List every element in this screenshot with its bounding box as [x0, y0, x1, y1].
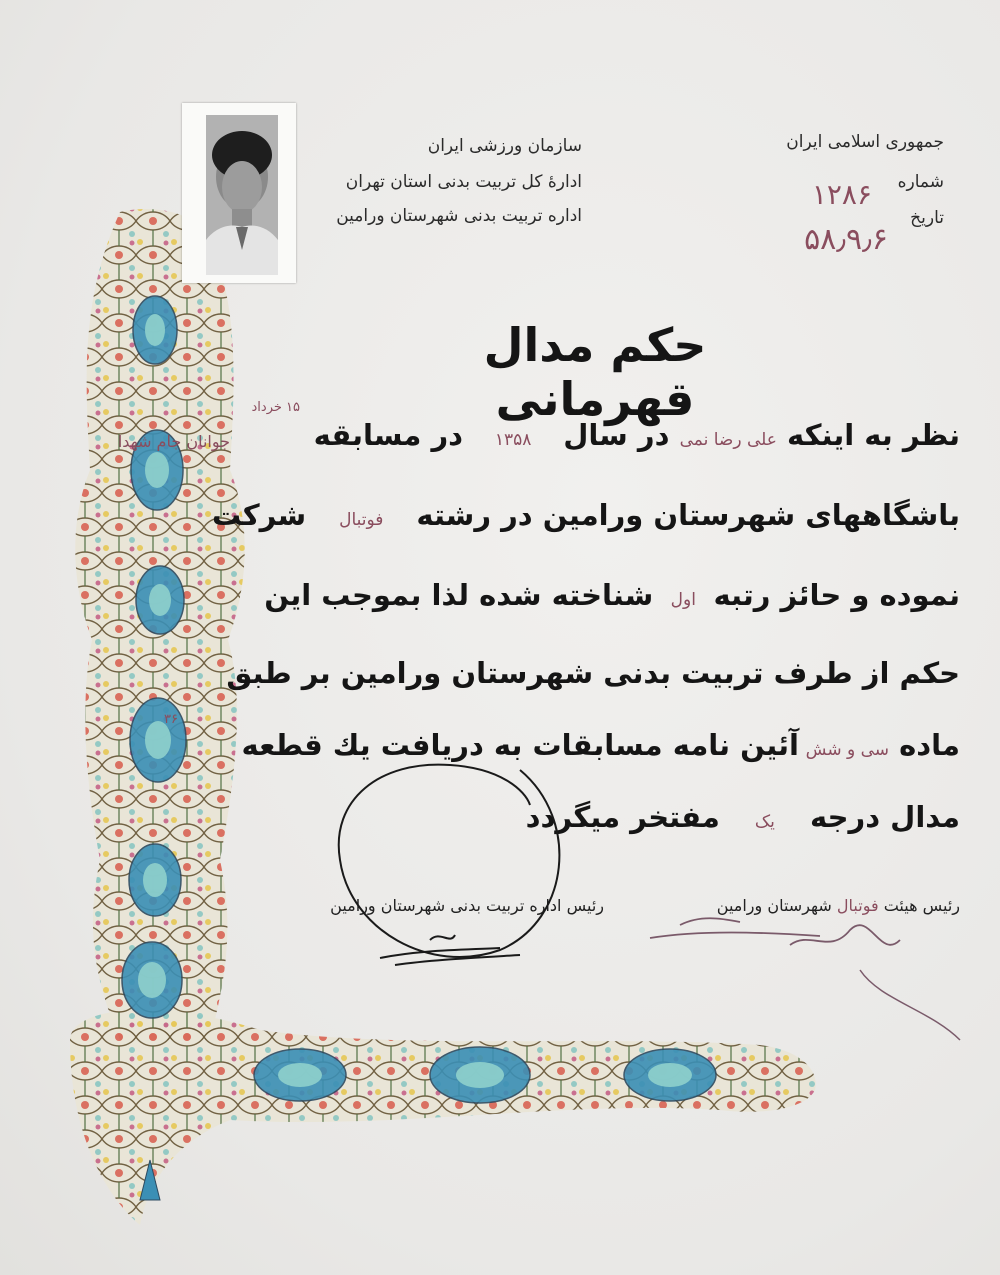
handwritten-article: سی و شش: [805, 740, 890, 760]
text-segment: نموده و حائز رتبه: [713, 578, 960, 612]
handwritten-number: ۱۲۸۶: [811, 178, 872, 211]
text-segment: ماده: [899, 728, 960, 762]
chairman-signature: [650, 918, 900, 945]
text-segment: شناخته شده لذا بموجب این: [264, 578, 654, 612]
handwritten-name: علی رضا نمی: [679, 430, 777, 450]
handwritten-competition: جوانان جام شهدا: [117, 432, 230, 451]
handwritten-year: ۱۳۵۸: [494, 430, 532, 450]
text-segment: باشگاههای شهرستان ورامین در رشته: [416, 498, 960, 532]
republic-name: جمهوری اسلامی ایران: [786, 132, 944, 152]
text-segment: شرکت: [212, 498, 307, 532]
text-segment: مفتخر میگردد: [525, 800, 720, 834]
chairman-label-a: رئیس هیئت: [883, 896, 960, 915]
handwritten-date: ۵۸٫۹٫۶: [804, 222, 888, 257]
dept-province: ادارهٔ کل تربیت بدنی استان تهران: [345, 172, 582, 192]
handwritten-degree: یک: [754, 812, 775, 832]
text-segment: نظر به اینکه: [787, 418, 960, 452]
handwritten-date-note: ۱۵ خرداد: [251, 400, 300, 415]
text-segment: مدال درجه: [810, 800, 960, 834]
text-segment: در سال: [563, 418, 670, 452]
handwritten-article-number: ۳۶: [164, 712, 178, 727]
text-segment: در مسابقه: [313, 418, 464, 452]
chairman-label-b: شهرستان ورامین: [716, 896, 832, 915]
handwritten-chairman-sport: فوتبال: [836, 896, 879, 915]
number-label: شماره: [897, 172, 944, 192]
handwritten-rank: اول: [670, 590, 696, 610]
body-line-4: حکم از طرف تربیت بدنی شهرستان ورامین بر طبق: [226, 656, 960, 690]
text-segment: آئین نامه مسابقات به دریافت یك قطعه: [241, 728, 799, 762]
signature-label-director: رئیس اداره تربیت بدنی شهرستان ورامین: [330, 896, 604, 915]
dept-city: اداره تربیت بدنی شهرستان ورامین: [336, 206, 582, 226]
org-name: سازمان ورزشی ایران: [427, 136, 582, 156]
chairman-signature-tail: [860, 970, 960, 1040]
date-label: تاریخ: [910, 208, 944, 228]
circled-mark: [339, 765, 560, 957]
handwritten-sport: فوتبال: [339, 510, 384, 530]
certificate-title: حکم مدال قهرمانی: [483, 318, 707, 426]
